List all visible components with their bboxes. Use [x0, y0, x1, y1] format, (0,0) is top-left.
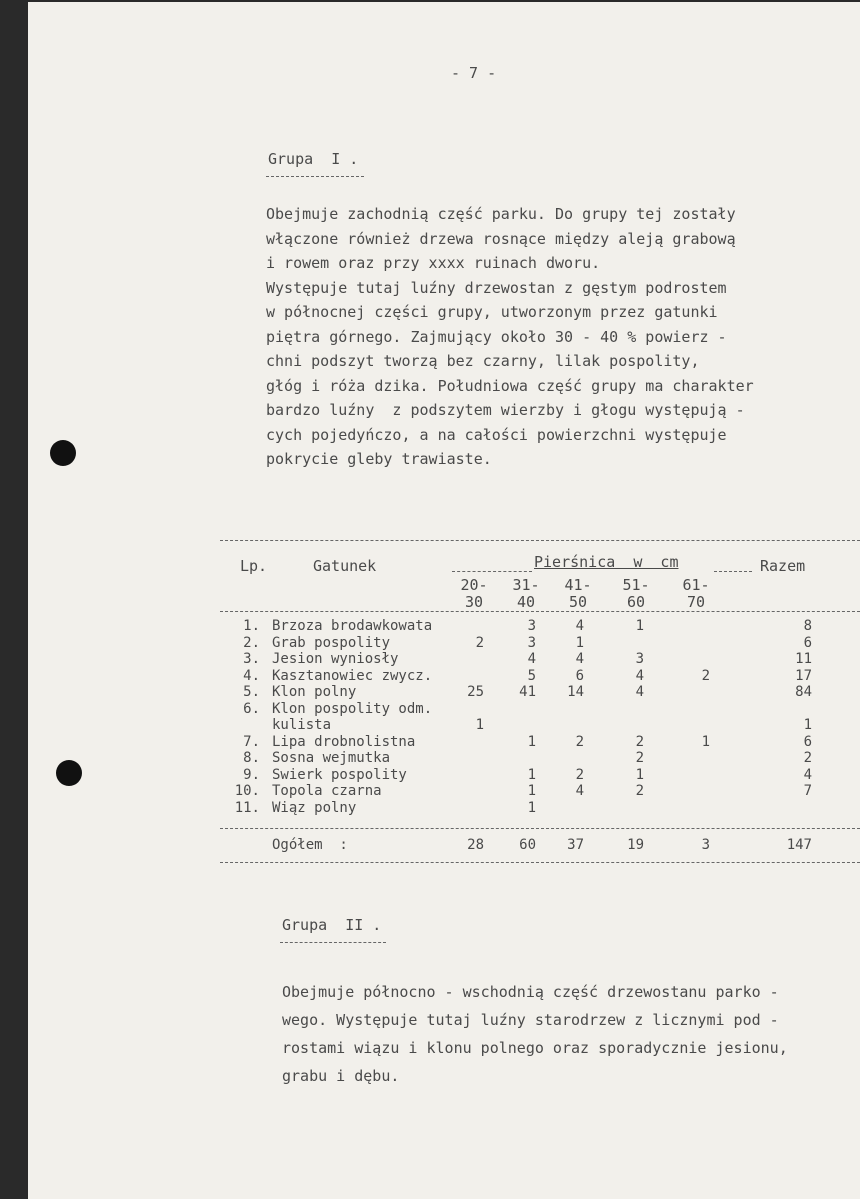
row-species: Swierk pospolity: [272, 766, 407, 783]
paragraph-line: Obejmuje północno - wschodnią część drzewostanu parko -: [282, 983, 779, 1001]
paragraph-line: piętra górnego. Zajmujący około 30 - 40 % powierz -: [266, 327, 727, 346]
col-total-header: Razem: [760, 557, 806, 575]
table-row: [28, 668, 860, 684]
row-lp: 6.: [243, 700, 260, 717]
paragraph-line: grabu i dębu.: [282, 1067, 400, 1085]
table-row: [28, 800, 860, 816]
row-total: 6: [803, 733, 812, 750]
table-footer-row: [28, 837, 860, 853]
table-row: [28, 635, 860, 651]
paragraph-line: cych pojedyńczo, a na całości powierzchni występuje: [266, 425, 727, 444]
row-total: 17: [795, 667, 812, 684]
table-row: [28, 750, 860, 766]
row-lp: 7.: [243, 733, 260, 750]
diameter-table: [28, 2, 860, 902]
paragraph-line: włączone również drzewa rosnące między aleją grabową: [266, 229, 736, 248]
row-species: Wiąz polny: [272, 799, 357, 816]
table-row: [28, 783, 860, 799]
row-c3: 4: [575, 618, 584, 634]
row-c3: 14: [567, 684, 584, 700]
table-row: [28, 651, 860, 667]
section2-heading-underline: [280, 942, 386, 943]
table-row: [28, 684, 860, 700]
section2-paragraph: [282, 978, 788, 1090]
row-total: 11: [795, 651, 812, 667]
row-c4: 4: [635, 667, 644, 684]
paragraph-line: bardzo luźny z podszytem wierzby i głogu występują -: [266, 401, 745, 419]
range-4-top: 51-: [622, 576, 650, 594]
row-lp: 8.: [243, 750, 260, 766]
row-c3: 2: [575, 766, 584, 783]
table-row: [28, 717, 860, 733]
row-c2: 41: [519, 684, 536, 700]
row-species: Klon polny: [272, 684, 357, 700]
row-c4: 1: [635, 766, 644, 783]
row-c3: 6: [575, 667, 584, 684]
row-c2: 5: [527, 667, 536, 684]
row-c2: 1: [527, 766, 536, 783]
range-3-bottom: 50: [568, 593, 588, 611]
paragraph-line: rostami wiązu i klonu polnego oraz sporadycznie jesionu,: [282, 1039, 788, 1057]
col-lp-header: Lp.: [240, 557, 268, 575]
footer-label: Ogółem :: [272, 837, 348, 853]
row-c5: 1: [701, 733, 710, 750]
row-c1: 1: [475, 717, 484, 733]
row-c3: 2: [575, 733, 584, 750]
table-header-rule: [220, 611, 860, 612]
range-5-top: 61-: [682, 576, 710, 594]
paragraph-line: Występuje tutaj luźny drzewostan z gęstym podrostem: [266, 278, 727, 297]
row-lp: 5.: [243, 684, 260, 700]
table-row: [28, 701, 860, 717]
row-species: Sosna wejmutka: [272, 750, 391, 766]
row-total: 84: [795, 684, 812, 700]
row-c4: 2: [635, 783, 644, 799]
table-bottom-rule: [220, 862, 860, 863]
range-1-bottom: 30: [464, 593, 484, 611]
col-diameter-group-header: Pierśnica w cm: [534, 553, 679, 571]
row-total: 1: [803, 717, 812, 733]
footer-total: 147: [786, 837, 812, 853]
paragraph-line: głóg i róża dzika. Południowa część grupy ma charakter: [266, 376, 754, 395]
row-species: Kasztanowiec zwycz.: [272, 667, 433, 684]
paragraph-line: Obejmuje zachodnią część parku. Do grupy tej zostały: [266, 205, 736, 223]
range-3-top: 41-: [564, 576, 592, 594]
section2-heading: Grupa II .: [282, 916, 382, 934]
footer-c3: 37: [567, 837, 584, 853]
table-row: [28, 618, 860, 634]
row-total: 2: [803, 750, 812, 766]
row-species: Klon pospolity odm.: [272, 700, 433, 717]
row-lp: 2.: [243, 634, 260, 651]
row-c3: 4: [575, 651, 584, 667]
table-row: [28, 767, 860, 783]
row-species: Jesion wyniosły: [272, 651, 399, 667]
row-lp: 9.: [243, 766, 260, 783]
range-4-bottom: 60: [626, 593, 646, 611]
row-c4: 2: [635, 750, 644, 766]
group-header-rule-left: [452, 571, 532, 572]
row-species: kulista: [272, 717, 332, 733]
table-row: [28, 734, 860, 750]
footer-c2: 60: [519, 837, 536, 853]
row-c4: 3: [635, 651, 644, 667]
row-species: Brzoza brodawkowata: [272, 618, 433, 634]
row-lp: 1.: [243, 618, 260, 634]
row-c2: 3: [527, 618, 536, 634]
row-lp: 3.: [243, 651, 260, 667]
row-c4: 2: [635, 733, 644, 750]
table-body: [28, 618, 860, 828]
range-2-bottom: 40: [516, 593, 536, 611]
page-number: - 7 -: [451, 64, 497, 82]
range-1-top: 20-: [460, 576, 488, 594]
row-species: Lipa drobnolistna: [272, 733, 416, 750]
row-c2: 1: [527, 733, 536, 750]
paragraph-line: pokrycie gleby trawiaste.: [266, 450, 492, 468]
footer-c1: 28: [467, 837, 484, 853]
section1-heading: Grupa I .: [268, 150, 359, 168]
row-c3: 1: [575, 634, 584, 651]
row-c2: 1: [527, 783, 536, 799]
punch-hole-top: [50, 440, 76, 466]
punch-hole-bottom: [56, 760, 82, 786]
range-5-bottom: 70: [686, 593, 706, 611]
col-species-header: Gatunek: [313, 557, 377, 575]
row-c3: 4: [575, 783, 584, 799]
paragraph-line: wego. Występuje tutaj luźny starodrzew z licznymi pod -: [282, 1011, 779, 1029]
row-species: Grab pospolity: [272, 634, 391, 651]
row-total: 8: [803, 618, 812, 634]
document-page: [28, 2, 860, 1199]
row-c2: 3: [527, 634, 536, 651]
paragraph-line: i rowem oraz przy xxxx ruinach dworu.: [266, 254, 601, 272]
paragraph-line: w północnej części grupy, utworzonym przez gatunki: [266, 303, 718, 321]
row-c1: 2: [475, 634, 484, 651]
row-lp: 11.: [234, 799, 260, 816]
row-total: 7: [803, 783, 812, 799]
table-footer-rule: [220, 828, 860, 829]
row-c2: 1: [527, 799, 536, 816]
row-lp: 10.: [234, 783, 260, 799]
table-top-rule: [220, 540, 860, 541]
row-c4: 1: [635, 618, 644, 634]
footer-c5: 3: [701, 837, 710, 853]
row-lp: 4.: [243, 667, 260, 684]
row-c5: 2: [701, 667, 710, 684]
paragraph-line: chni podszyt tworzą bez czarny, lilak pospolity,: [266, 352, 700, 370]
row-total: 6: [803, 634, 812, 651]
range-2-top: 31-: [512, 576, 540, 594]
row-c2: 4: [527, 651, 536, 667]
row-c4: 4: [635, 684, 644, 700]
row-total: 4: [803, 766, 812, 783]
group-header-rule-right: [714, 571, 752, 572]
row-species: Topola czarna: [272, 783, 382, 799]
footer-c4: 19: [627, 837, 644, 853]
row-c1: 25: [467, 684, 484, 700]
